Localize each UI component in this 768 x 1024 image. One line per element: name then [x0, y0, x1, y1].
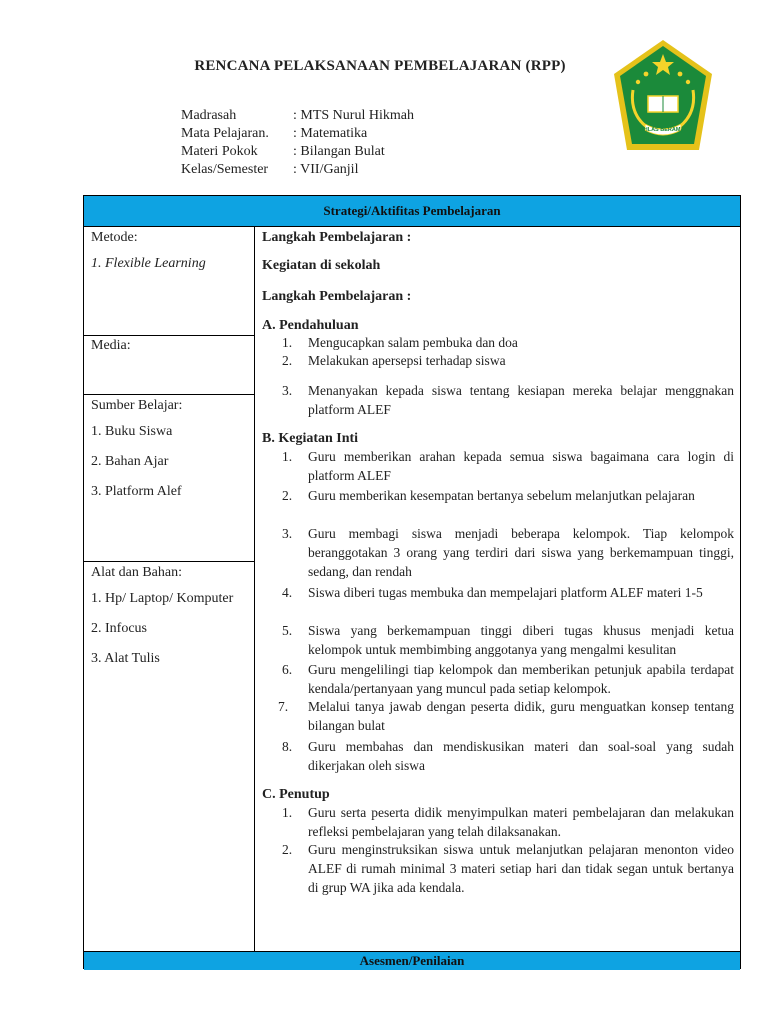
list-item: 1. Guru memberikan arahan kepada semua siswa bagaimana cara login di platform ALEF — [282, 449, 734, 483]
materi-label: Materi Pokok — [181, 144, 258, 159]
alat-item: 3. Alat Tulis — [91, 651, 160, 666]
table-footer: Asesmen/Penilaian — [84, 951, 740, 970]
alat-cell — [91, 564, 233, 680]
langkah-heading: Langkah Pembelajaran : — [262, 230, 412, 245]
list-item: 3. Menanyakan kepada siswa tentang kesiapan mereka belajar menggnakan platform ALEF — [282, 383, 734, 417]
metode-label: Metode: — [91, 230, 138, 245]
langkah-heading: Langkah Pembelajaran : — [262, 289, 412, 304]
sumber-item: 3. Platform Alef — [91, 484, 182, 499]
sumber-item: 1. Buku Siswa — [91, 424, 173, 439]
document-info — [181, 107, 414, 179]
list-item: 6. Guru mengelilingi tiap kelompok dan memberikan petunjuk apabila terdapat kendala/pertanyaan yang muncul pada setiap kelompok. — [282, 662, 734, 696]
svg-text:IKHLAS BERAMAL: IKHLAS BERAMAL — [638, 127, 688, 133]
sumber-item: 2. Bahan Ajar — [91, 454, 169, 469]
list-item: 3. Guru membagi siswa menjadi beberapa kelompok. Tiap kelompok beranggotakan 3 orang yang terdiri dari siswa yang berkemampuan tinggi, sedang, dan rendah — [282, 526, 734, 579]
alat-item: 1. Hp/ Laptop/ Komputer — [91, 591, 234, 606]
row-divider — [84, 561, 255, 562]
list-item: 2. Guru memberikan kesempatan bertanya sebelum melanjutkan pelajaran — [282, 488, 695, 503]
kemenag-logo — [611, 38, 715, 158]
list-item: 5. Siswa yang berkemampuan tinggi diberi tugas khusus menjadi ketua kelompok untuk membimbing anggotanya yang mengalmi kesulitan — [282, 623, 734, 657]
pendahuluan-title: A. Pendahuluan — [262, 318, 359, 333]
madrasah-value: : MTS Nurul Hikmah — [293, 108, 414, 123]
kelas-label: Kelas/Semester — [181, 162, 269, 177]
kelas-value: : VII/Ganjil — [293, 162, 359, 177]
alat-label: Alat dan Bahan: — [91, 565, 182, 580]
materi-value: : Bilangan Bulat — [293, 144, 385, 159]
kegiatan-heading: Kegiatan di sekolah — [262, 258, 381, 273]
list-item: 2. Guru menginstruksikan siswa untuk melanjutkan pelajaran menonton video ALEF di rumah minimal 3 materi setiap hari dan tidak segan untuk bertanya di grup WA jika ada kendala. — [282, 842, 734, 895]
list-item: 7. Melalui tanya jawab dengan peserta didik, guru menguatkan konsep tentang bilangan bulat — [278, 699, 734, 733]
list-item: 4. Siswa diberi tugas membuka dan mempelajari platform ALEF materi 1-5 — [282, 585, 703, 600]
list-item: 1. Mengucapkan salam pembuka dan doa — [282, 335, 518, 350]
sumber-cell — [91, 397, 182, 513]
table-header: Strategi/Aktifitas Pembelajaran — [84, 196, 740, 227]
alat-item: 2. Infocus — [91, 621, 147, 636]
mapel-label: Mata Pelajaran. — [181, 126, 269, 141]
row-divider — [84, 394, 255, 395]
list-item: 8. Guru membahas dan mendiskusikan materi dan soal-soal yang sudah dikerjakan oleh siswa — [282, 739, 734, 773]
metode-cell — [91, 229, 206, 285]
sumber-label: Sumber Belajar: — [91, 398, 183, 413]
list-item: 2. Melakukan apersepsi terhadap siswa — [282, 353, 506, 368]
penutup-title: C. Penutup — [262, 787, 330, 802]
row-divider — [84, 335, 255, 336]
media-cell — [91, 337, 131, 363]
mapel-value: : Matematika — [293, 126, 368, 141]
inti-title: B. Kegiatan Inti — [262, 431, 359, 446]
madrasah-label: Madrasah — [181, 108, 237, 123]
media-label: Media: — [91, 338, 131, 353]
document-title: RENCANA PELAKSANAAN PEMBELAJARAN (RPP) — [194, 58, 566, 74]
list-item: 1. Guru serta peserta didik menyimpulkan materi pembelajaran dan melakukan refleksi pembelajaran yang telah dilaksanakan. — [282, 805, 734, 839]
rpp-table — [83, 195, 741, 969]
metode-item: 1. Flexible Learning — [91, 256, 206, 271]
